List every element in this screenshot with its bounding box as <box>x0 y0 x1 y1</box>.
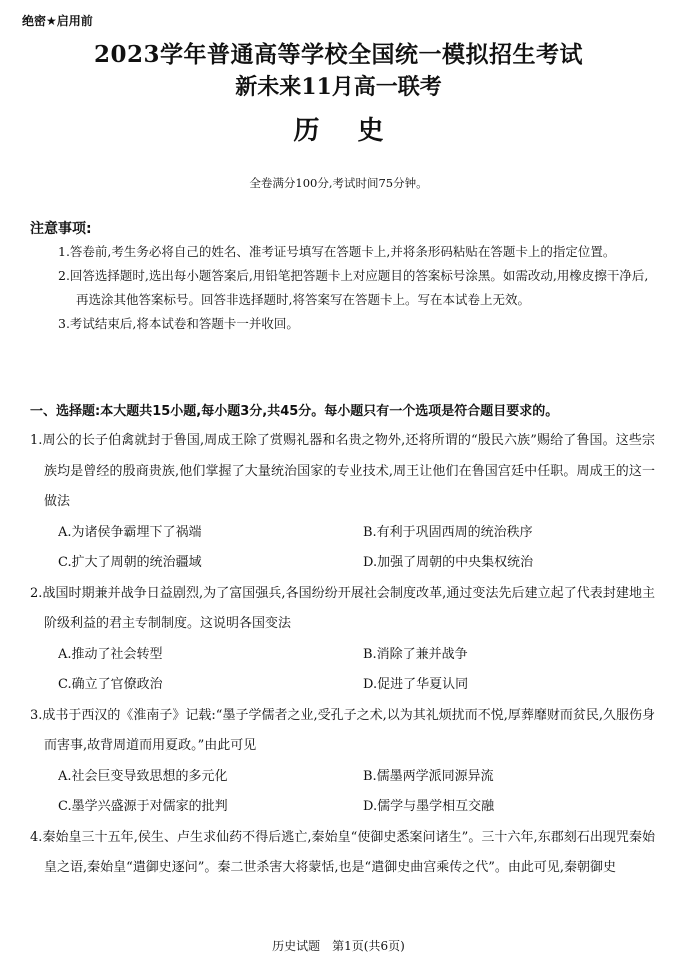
question-2 <box>30 579 655 701</box>
option-d[interactable]: D.促进了华夏认同 <box>363 677 469 692</box>
notice-heading: 注意事项: <box>30 221 92 237</box>
secret-label: 绝密★启用前 <box>22 14 93 28</box>
section-heading: 一、选择题:本大题共15小题,每小题3分,共45分。每小题只有一个选项是符合题目要求的。 <box>30 404 559 419</box>
question-stem: 3.成书于西汉的《淮南子》记载:“墨子学儒者之业,受孔子之术,以为其礼烦扰而不悦,厚葬靡财而贫民,久服伤身而害事,故背周道而用夏政。”由此可见 <box>30 707 655 753</box>
option-a[interactable]: A.为诸侯争霸埋下了祸端 <box>58 524 202 540</box>
option-b[interactable]: B.有利于巩固西周的统治秩序 <box>363 524 533 540</box>
question-1 <box>30 426 655 579</box>
notice-item: 3.考试结束后,将本试卷和答题卡一并收回。 <box>58 316 299 331</box>
question-stem: 1.周公的长子伯禽就封于鲁国,周成王除了赏赐礼器和名贵之物外,还将所谓的“殷民六族”赐给了鲁国。这些宗族均是曾经的殷商贵族,他们掌握了大量统治国家的专业技术,周王让他们在鲁国宫廷中任职。周成王的这一做法 <box>30 433 655 509</box>
question-4 <box>30 823 655 884</box>
option-group <box>30 762 655 823</box>
option-b[interactable]: B.消除了兼并战争 <box>363 646 468 662</box>
exam-info: 全卷满分100分,考试时间75分钟。 <box>249 176 428 190</box>
option-d[interactable]: D.儒学与墨学相互交融 <box>363 799 495 814</box>
notice-item: 2.回答选择题时,选出每小题答案后,用铅笔把答题卡上对应题目的答案标号涂黑。如需改动,用橡皮擦干净后,再选涂其他答案标号。回答非选择题时,将答案写在答题卡上。写在本试卷上无效。 <box>58 268 649 307</box>
notice-list <box>58 240 649 336</box>
exam-title-line2: 新未来11月高一联考 <box>235 74 442 100</box>
option-group <box>30 640 655 701</box>
option-group <box>30 518 655 579</box>
notice-item: 1.答卷前,考生务必将自己的姓名、准考证号填写在答题卡上,并将条形码粘贴在答题卡上的指定位置。 <box>58 244 616 259</box>
question-3 <box>30 701 655 823</box>
option-d[interactable]: D.加强了周朝的中央集权统治 <box>363 555 534 570</box>
question-stem: 2.战国时期兼并战争日益剧烈,为了富国强兵,各国纷纷开展社会制度改革,通过变法先后建立起了代表封建地主阶级利益的君主专制制度。这说明各国变法 <box>30 585 655 631</box>
option-b[interactable]: B.儒墨两学派同源异流 <box>363 768 494 784</box>
option-a[interactable]: A.社会巨变导致思想的多元化 <box>58 768 228 784</box>
option-c[interactable]: C.确立了官僚政治 <box>58 677 163 692</box>
option-c[interactable]: C.扩大了周朝的统治疆域 <box>58 555 202 570</box>
option-c[interactable]: C.墨学兴盛源于对儒家的批判 <box>58 799 228 814</box>
page-footer: 历史试题 第1页(共6页) <box>272 939 405 953</box>
question-stem: 4.秦始皇三十五年,侯生、卢生求仙药不得后逃亡,秦始皇“使御史悉案问诸生”。三十六年,东郡刻石出现咒秦始皇之语,秦始皇“遣御史逐问”。秦二世杀害大将蒙恬,也是“遣御史曲宫乘传之代”。由此可见,秦朝御史 <box>30 829 655 875</box>
question-list <box>30 426 655 884</box>
subject-title: 历史 <box>293 116 422 146</box>
option-a[interactable]: A.推动了社会转型 <box>58 646 163 662</box>
exam-title-line1: 2023学年普通高等学校全国统一模拟招生考试 <box>93 41 583 68</box>
